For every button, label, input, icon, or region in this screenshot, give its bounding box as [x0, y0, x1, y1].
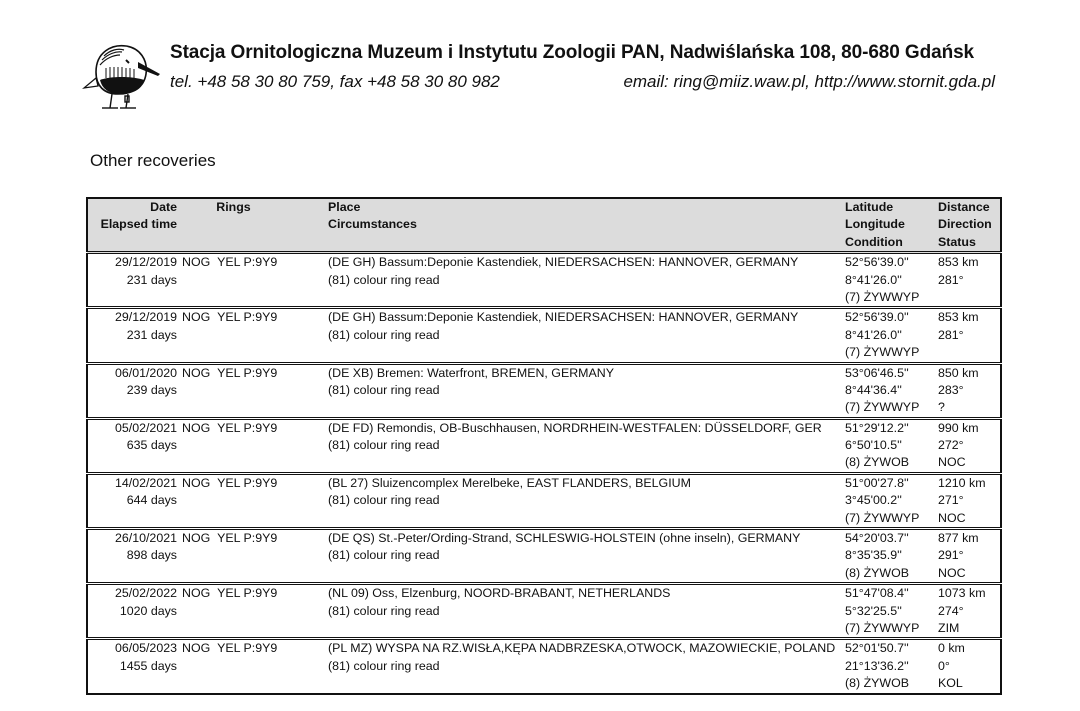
distance: 1073 km	[938, 586, 986, 601]
direction: 281°	[938, 272, 964, 287]
recovery-date: 14/02/2021	[114, 475, 177, 490]
table-row	[87, 529, 1001, 584]
condition: (7) ŻYWWYP	[845, 400, 920, 415]
table-row	[87, 418, 1001, 473]
distance-cell	[935, 363, 1001, 418]
table-row	[87, 363, 1001, 418]
ring-scheme: NOG	[182, 255, 211, 270]
table-row	[87, 308, 1001, 363]
status	[938, 344, 998, 361]
latitude: 51°00'27.8''	[845, 475, 909, 490]
elapsed-time: 644 days	[126, 493, 177, 508]
ring-scheme: NOG	[182, 586, 211, 601]
circumstances: (81) colour ring read	[328, 658, 440, 673]
longitude: 21°13'36.2''	[845, 658, 909, 673]
distance: 877 km	[938, 531, 979, 546]
direction: 291°	[938, 548, 964, 563]
distance: 850 km	[938, 365, 979, 380]
place-cell	[325, 529, 842, 584]
longitude: 6°50'10.5''	[845, 438, 902, 453]
status: KOL	[938, 676, 963, 691]
distance: 1210 km	[938, 475, 986, 490]
place: (DE GH) Bassum:Deponie Kastendiek, NIEDERSACHSEN: HANNOVER, GERMANY	[328, 255, 799, 270]
longitude: 8°41'26.0''	[845, 327, 902, 342]
longitude: 8°35'35.9''	[845, 548, 902, 563]
recovery-date: 06/01/2020	[114, 365, 177, 380]
place: (DE QS) St.-Peter/Ording-Strand, SCHLESWIG-HOLSTEIN (ohne inseln), GERMANY	[328, 531, 801, 546]
condition: (8) ŻYWOB	[845, 565, 910, 580]
coords-cell	[842, 473, 935, 528]
coords-cell	[842, 529, 935, 584]
header-rings: Rings	[179, 198, 325, 253]
place: (DE GH) Bassum:Deponie Kastendiek, NIEDERSACHSEN: HANNOVER, GERMANY	[328, 310, 799, 325]
rings-cell	[179, 529, 325, 584]
distance-cell	[935, 529, 1001, 584]
ring-scheme: NOG	[182, 420, 211, 435]
condition: (8) ŻYWOB	[845, 455, 910, 470]
date-cell	[87, 584, 179, 639]
place-cell	[325, 308, 842, 363]
latitude: 54°20'03.7''	[845, 531, 909, 546]
coords-cell	[842, 308, 935, 363]
longitude: 5°32'25.5''	[845, 603, 902, 618]
ring-code: YEL P:9Y9	[217, 475, 278, 490]
place: (BL 27) Sluizencomplex Merelbeke, EAST FLANDERS, BELGIUM	[328, 475, 691, 490]
distance: 853 km	[938, 310, 979, 325]
table-row	[87, 253, 1001, 308]
condition: (7) ŻYWWYP	[845, 289, 920, 304]
place-cell	[325, 584, 842, 639]
elapsed-time: 635 days	[126, 438, 177, 453]
elapsed-time: 231 days	[126, 327, 177, 342]
rings-cell	[179, 308, 325, 363]
status: ZIM	[938, 620, 960, 635]
circumstances: (81) colour ring read	[328, 327, 440, 342]
status: NOC	[938, 455, 966, 470]
ring-scheme: NOG	[182, 310, 211, 325]
table-header-row	[87, 198, 1001, 253]
latitude: 51°29'12.2''	[845, 420, 909, 435]
elapsed-time: 1020 days	[119, 603, 177, 618]
circumstances: (81) colour ring read	[328, 548, 440, 563]
latitude: 51°47'08.4''	[845, 586, 909, 601]
distance-cell	[935, 308, 1001, 363]
date-cell	[87, 253, 179, 308]
direction: 274°	[938, 603, 964, 618]
place-cell	[325, 473, 842, 528]
condition: (7) ŻYWWYP	[845, 510, 920, 525]
date-cell	[87, 529, 179, 584]
recovery-date: 26/10/2021	[114, 531, 177, 546]
place: (PL MZ) WYSPA NA RZ.WISŁA,KĘPA NADBRZESKA,OTWOCK, MAZOWIECKIE, POLAND	[328, 641, 836, 656]
place-cell	[325, 639, 842, 694]
recovery-date: 06/05/2023	[114, 641, 177, 656]
direction: 272°	[938, 438, 964, 453]
condition: (7) ŻYWWYP	[845, 620, 920, 635]
latitude: 52°56'39.0''	[845, 255, 909, 270]
date-cell	[87, 418, 179, 473]
header-place: Place Circumstances	[325, 198, 842, 253]
recovery-date: 29/12/2019	[114, 255, 177, 270]
header-coords: Latitude Longitude Condition	[842, 198, 935, 253]
table-body	[87, 253, 1001, 694]
latitude: 53°06'46.5''	[845, 365, 909, 380]
elapsed-time: 1455 days	[119, 658, 177, 673]
direction: 281°	[938, 327, 964, 342]
header-distance: Distance Direction Status	[935, 198, 1001, 253]
recovery-date: 05/02/2021	[114, 420, 177, 435]
ring-code: YEL P:9Y9	[217, 255, 278, 270]
direction: 0°	[938, 658, 950, 673]
coords-cell	[842, 584, 935, 639]
coords-cell	[842, 253, 935, 308]
longitude: 3°45'00.2''	[845, 493, 902, 508]
header-date: Date Elapsed time	[87, 198, 179, 253]
table-row	[87, 639, 1001, 694]
rings-cell	[179, 584, 325, 639]
coords-cell	[842, 363, 935, 418]
rings-cell	[179, 418, 325, 473]
ring-scheme: NOG	[182, 475, 211, 490]
place: (DE XB) Bremen: Waterfront, BREMEN, GERMANY	[328, 365, 614, 380]
recovery-date: 29/12/2019	[114, 310, 177, 325]
coords-cell	[842, 418, 935, 473]
table-row	[87, 473, 1001, 528]
condition: (7) ŻYWWYP	[845, 345, 920, 360]
date-cell	[87, 639, 179, 694]
distance-cell	[935, 639, 1001, 694]
circumstances: (81) colour ring read	[328, 438, 440, 453]
latitude: 52°01'50.7''	[845, 641, 909, 656]
recoveries-table	[86, 197, 1002, 695]
distance-cell	[935, 584, 1001, 639]
ring-code: YEL P:9Y9	[217, 365, 278, 380]
place: (DE FD) Remondis, OB-Buschhausen, NORDRHEIN-WESTFALEN: DÜSSELDORF, GER	[328, 420, 822, 435]
circumstances: (81) colour ring read	[328, 382, 440, 397]
ring-code: YEL P:9Y9	[217, 586, 278, 601]
ring-scheme: NOG	[182, 531, 211, 546]
elapsed-time: 898 days	[126, 548, 177, 563]
ring-code: YEL P:9Y9	[217, 531, 278, 546]
elapsed-time: 239 days	[126, 382, 177, 397]
circumstances: (81) colour ring read	[328, 493, 440, 508]
distance: 990 km	[938, 420, 979, 435]
status: NOC	[938, 565, 966, 580]
ring-code: YEL P:9Y9	[217, 420, 278, 435]
ring-scheme: NOG	[182, 641, 211, 656]
place-cell	[325, 253, 842, 308]
email-website[interactable]: email: ring@miiz.waw.pl, http://www.stornit.gda.pl	[623, 72, 995, 91]
ring-scheme: NOG	[182, 365, 211, 380]
direction: 283°	[938, 382, 964, 397]
longitude: 8°44'36.4''	[845, 382, 902, 397]
distance: 853 km	[938, 255, 979, 270]
phone-fax: tel. +48 58 30 80 759, fax +48 58 30 80 982	[170, 72, 500, 91]
status	[938, 289, 998, 306]
rings-cell	[179, 639, 325, 694]
place-cell	[325, 363, 842, 418]
date-cell	[87, 363, 179, 418]
organization-name: Stacja Ornitologiczna Muzeum i Instytutu Zoologii PAN, Nadwiślańska 108, 80-680 Gdańsk	[170, 42, 975, 63]
coords-cell	[842, 639, 935, 694]
contact-info	[170, 72, 995, 92]
status: NOC	[938, 510, 966, 525]
date-cell	[87, 308, 179, 363]
direction: 271°	[938, 493, 964, 508]
latitude: 52°56'39.0''	[845, 310, 909, 325]
bird-logo-icon	[82, 38, 162, 114]
circumstances: (81) colour ring read	[328, 272, 440, 287]
table-row	[87, 584, 1001, 639]
status: ?	[938, 400, 945, 415]
distance-cell	[935, 473, 1001, 528]
rings-cell	[179, 473, 325, 528]
distance: 0 km	[938, 641, 965, 656]
place: (NL 09) Oss, Elzenburg, NOORD-BRABANT, NETHERLANDS	[328, 586, 671, 601]
place-cell	[325, 418, 842, 473]
distance-cell	[935, 418, 1001, 473]
date-cell	[87, 473, 179, 528]
rings-cell	[179, 363, 325, 418]
ring-code: YEL P:9Y9	[217, 641, 278, 656]
longitude: 8°41'26.0''	[845, 272, 902, 287]
recovery-date: 25/02/2022	[114, 586, 177, 601]
distance-cell	[935, 253, 1001, 308]
condition: (8) ŻYWOB	[845, 676, 910, 691]
circumstances: (81) colour ring read	[328, 603, 440, 618]
ring-code: YEL P:9Y9	[217, 310, 278, 325]
rings-cell	[179, 253, 325, 308]
section-title: Other recoveries	[90, 151, 216, 170]
elapsed-time: 231 days	[126, 272, 177, 287]
